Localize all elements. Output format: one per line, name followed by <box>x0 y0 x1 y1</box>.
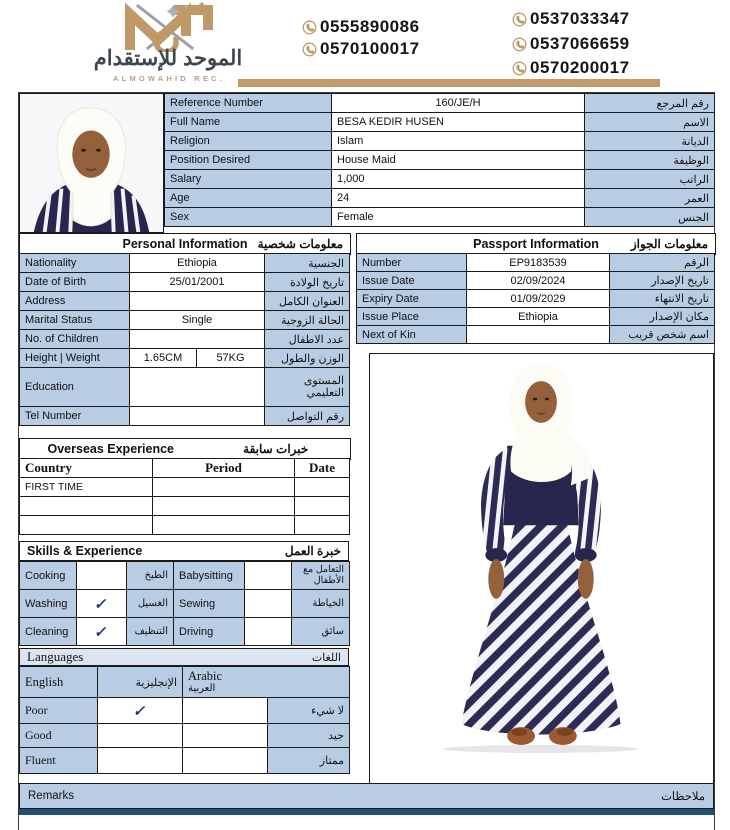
field-value: House Maid <box>332 151 585 170</box>
table-row <box>165 170 715 189</box>
field-label-arabic: مكان الإصدار <box>610 308 715 326</box>
section-title-arabic: خبرات سابقة <box>243 442 309 456</box>
field-label-arabic: العمر <box>585 189 715 208</box>
field-value: Female <box>332 208 585 227</box>
field-value: BESA KEDIR HUSEN <box>332 113 585 132</box>
field-label: Tel Number <box>20 407 130 426</box>
phone-icon <box>512 37 527 52</box>
field-label: Sex <box>165 208 332 227</box>
field-label: Marital Status <box>20 311 130 330</box>
field-label: No. of Children <box>20 330 130 349</box>
phone-number: 0537066659 <box>530 34 630 53</box>
table-header-row <box>20 459 350 478</box>
date-cell <box>295 516 350 535</box>
field-label: Full Name <box>165 113 332 132</box>
field-value: Islam <box>332 132 585 151</box>
table-row <box>20 748 350 774</box>
field-label: Issue Date <box>357 272 467 290</box>
field-label-arabic: الرقم <box>610 254 715 272</box>
field-value: Ethiopia <box>467 308 610 326</box>
skill-label-arabic: التعامل مع الأطفال <box>292 562 350 590</box>
almowahid-logo-mark <box>115 2 227 52</box>
period-cell <box>153 478 295 497</box>
field-value <box>130 292 265 311</box>
field-value: 01/09/2029 <box>467 290 610 308</box>
field-label-arabic: الحالة الزوجية <box>265 311 350 330</box>
skill-label: Cleaning <box>20 618 77 646</box>
phone-number: 0570200017 <box>530 58 630 77</box>
column-header: Period <box>153 459 295 478</box>
level-label: Good <box>20 724 98 748</box>
country-cell <box>20 516 153 535</box>
field-label-arabic: الوظيفة <box>585 151 715 170</box>
skill-checkbox: ✓ <box>77 590 127 618</box>
language-label-arabic: الإنجليزية <box>98 667 183 698</box>
table-row <box>165 132 715 151</box>
field-label: Education <box>20 368 130 407</box>
field-value <box>130 407 265 426</box>
fullbody-illustration <box>370 354 713 783</box>
table-row <box>165 151 715 170</box>
level-label-arabic: ممتاز <box>268 748 350 774</box>
phone-number-row <box>302 17 420 37</box>
skill-label-arabic: الغسيل <box>127 590 174 618</box>
language-label: English <box>20 667 98 698</box>
field-label: Issue Place <box>357 308 467 326</box>
table-row <box>20 562 350 590</box>
table-row <box>357 272 715 290</box>
country-cell <box>20 497 153 516</box>
table-row <box>165 113 715 132</box>
field-label-arabic: الاسم <box>585 113 715 132</box>
field-value: 25/01/2001 <box>130 273 265 292</box>
field-label: Next of Kin <box>357 326 467 344</box>
table-row <box>20 497 350 516</box>
field-label-arabic: العنوان الكامل <box>265 292 350 311</box>
skill-label-arabic: التنظيف <box>127 618 174 646</box>
overseas-experience-table <box>19 458 350 535</box>
passport-info-table <box>356 253 715 344</box>
field-label-arabic: عدد الاطفال <box>265 330 350 349</box>
field-value: Ethiopia <box>130 254 265 273</box>
column-header: Country <box>20 459 153 478</box>
remarks-row <box>19 783 714 809</box>
field-value: Single <box>130 311 265 330</box>
section-title-arabic: معلومات شخصية <box>257 237 343 251</box>
field-label: Religion <box>165 132 332 151</box>
phone-number: 0537033347 <box>530 9 630 28</box>
field-label: Number <box>357 254 467 272</box>
table-row <box>165 208 715 227</box>
field-label-arabic: اسم شخص قريب <box>610 326 715 344</box>
passport-info-header <box>356 233 716 255</box>
field-label: Date of Birth <box>20 273 130 292</box>
section-title: Overseas Experience <box>47 442 174 456</box>
skill-label: Sewing <box>174 590 245 618</box>
skill-label-arabic: الطبخ <box>127 562 174 590</box>
table-row <box>20 478 350 497</box>
table-row <box>165 94 715 113</box>
level-checkbox: ✓ <box>98 698 183 724</box>
field-label-arabic: رقم التواصل <box>265 407 350 426</box>
personal-info-table <box>19 253 350 426</box>
level-checkbox <box>98 748 183 774</box>
period-cell <box>153 516 295 535</box>
field-label: Expiry Date <box>357 290 467 308</box>
table-row <box>20 724 350 748</box>
level-label: Fluent <box>20 748 98 774</box>
table-row <box>20 292 350 311</box>
phone-number-row <box>512 58 630 78</box>
field-value <box>130 368 265 407</box>
logo-latin-name: ALMOWAHID REC. <box>113 74 225 83</box>
phone-icon <box>302 42 317 57</box>
remarks-label-arabic: ملاحظات <box>661 791 705 803</box>
section-title-arabic: اللغات <box>311 651 341 664</box>
phone-number-row <box>302 39 420 59</box>
languages-header <box>19 648 349 666</box>
applicant-fullbody-photo <box>369 353 714 784</box>
field-value: 160/JE/H <box>332 94 585 113</box>
skill-checkbox: ✓ <box>77 618 127 646</box>
section-title: Personal Information <box>122 237 248 251</box>
logo-arabic-name: الموحد للإستقدام <box>93 47 243 70</box>
field-label-arabic: الجنس <box>585 208 715 227</box>
field-label-arabic: الجنسية <box>265 254 350 273</box>
level-checkbox <box>183 748 268 774</box>
skill-label-arabic: سائق <box>292 618 350 646</box>
section-title-arabic: معلومات الجواز <box>630 237 708 251</box>
date-cell <box>295 478 350 497</box>
field-value: 1,000 <box>332 170 585 189</box>
skill-checkbox <box>245 590 292 618</box>
field-value: EP9183539 <box>467 254 610 272</box>
field-value <box>467 326 610 344</box>
field-label-arabic: الوزن والطول <box>265 349 350 368</box>
field-label-arabic: تاريخ الانتهاء <box>610 290 715 308</box>
remarks-label: Remarks <box>28 790 75 802</box>
field-value <box>130 330 265 349</box>
table-row <box>20 330 350 349</box>
field-label-arabic: تاريخ الولادة <box>265 273 350 292</box>
phone-icon <box>302 20 317 35</box>
skills-experience-header <box>19 541 349 561</box>
field-value: 02/09/2024 <box>467 272 610 290</box>
section-title: Skills & Experience <box>27 544 143 558</box>
level-label: Poor <box>20 698 98 724</box>
column-header: Date <box>295 459 350 478</box>
table-header-row <box>20 667 350 698</box>
table-row <box>20 254 350 273</box>
field-value: 24 <box>332 189 585 208</box>
skill-label: Driving <box>174 618 245 646</box>
table-row <box>20 590 350 618</box>
level-checkbox <box>98 724 183 748</box>
skill-label: Washing <box>20 590 77 618</box>
field-label: Age <box>165 189 332 208</box>
field-label-arabic: تاريخ الإصدار <box>610 272 715 290</box>
level-label-arabic: لا شيء <box>268 698 350 724</box>
phone-number: 0570100017 <box>320 39 420 58</box>
field-label-arabic: المستوى التعليمي <box>265 368 350 407</box>
level-label-arabic: جيد <box>268 724 350 748</box>
section-title-arabic: خبرة العمل <box>284 544 341 558</box>
field-label: Salary <box>165 170 332 189</box>
skill-label: Cooking <box>20 562 77 590</box>
personal-info-header <box>19 233 351 255</box>
height-value: 1.65CM <box>130 349 197 368</box>
table-row <box>20 368 350 407</box>
field-label: Nationality <box>20 254 130 273</box>
level-checkbox <box>183 724 268 748</box>
table-row <box>20 273 350 292</box>
country-cell: FIRST TIME <box>20 478 153 497</box>
field-label: Address <box>20 292 130 311</box>
cv-form <box>18 92 715 830</box>
table-row <box>20 618 350 646</box>
table-row <box>357 290 715 308</box>
period-cell <box>153 497 295 516</box>
phone-number-row <box>512 9 630 29</box>
table-row <box>20 698 350 724</box>
table-row <box>357 326 715 344</box>
skill-label-arabic: الخياطة <box>292 590 350 618</box>
applicant-headshot-photo <box>19 93 164 233</box>
field-label-arabic: الراتب <box>585 170 715 189</box>
table-row <box>357 308 715 326</box>
weight-value: 57KG <box>197 349 265 368</box>
skill-checkbox <box>77 562 127 590</box>
skill-label: Babysitting <box>174 562 245 590</box>
phone-number-row <box>512 34 630 54</box>
header-divider-bar <box>238 79 660 87</box>
languages-table <box>19 666 350 774</box>
field-label-arabic: رقم المرجع <box>585 94 715 113</box>
overseas-experience-header <box>19 438 351 460</box>
table-row <box>20 407 350 426</box>
field-label: Reference Number <box>165 94 332 113</box>
phone-icon <box>512 61 527 76</box>
section-title: Passport Information <box>473 237 599 251</box>
field-label-arabic: الديانة <box>585 132 715 151</box>
language-label: Arabic العربية <box>183 667 350 698</box>
table-row <box>20 349 350 368</box>
remarks-divider-bar <box>19 809 714 815</box>
field-label: Height | Weight <box>20 349 130 368</box>
section-title: Languages <box>27 649 84 664</box>
field-label: Position Desired <box>165 151 332 170</box>
table-row <box>165 189 715 208</box>
top-info-table <box>164 93 715 227</box>
level-checkbox <box>183 698 268 724</box>
skills-table <box>19 561 350 646</box>
phone-icon <box>512 12 527 27</box>
table-row <box>20 311 350 330</box>
table-row <box>20 516 350 535</box>
skill-checkbox <box>245 562 292 590</box>
phone-number: 0555890086 <box>320 17 420 36</box>
headshot-illustration <box>20 94 163 232</box>
table-row <box>357 254 715 272</box>
skill-checkbox <box>245 618 292 646</box>
date-cell <box>295 497 350 516</box>
